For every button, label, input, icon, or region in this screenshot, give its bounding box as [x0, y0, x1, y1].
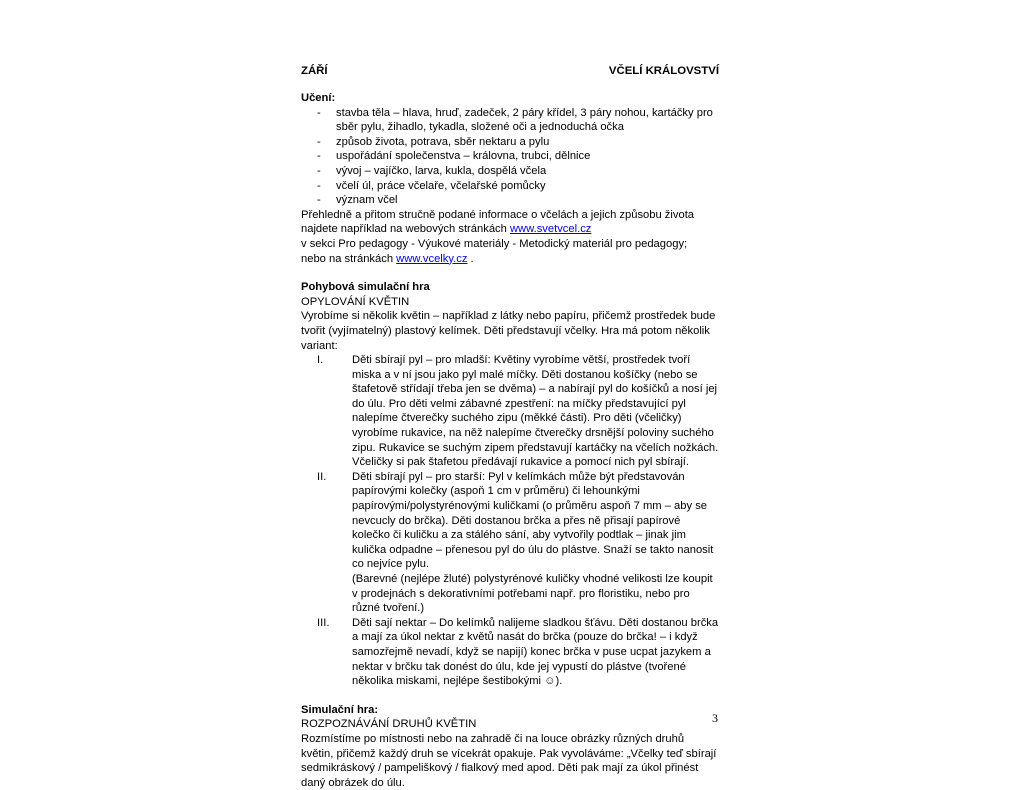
- game1-intro: Vyrobíme si několik květin – například z látky nebo papíru, přičemž prostředek bude tvořit (vyjímatelný) plastový kelímek. Děti představují včelky. Hra má potom několik variant:: [301, 310, 716, 352]
- page-header: [301, 64, 719, 79]
- vcelky-link[interactable]: www.vcelky.cz: [396, 252, 468, 265]
- game2-subtitle: ROZPOZNÁVÁNÍ DRUHŮ KVĚTIN: [301, 718, 477, 731]
- game1-variants: [301, 353, 719, 689]
- page-number: 3: [712, 711, 718, 725]
- info-section-line: v sekci Pro pedagogy - Výukové materiály - Metodický materiál pro pedagogy;: [301, 237, 688, 250]
- game2-heading: Simulační hra:: [301, 703, 379, 716]
- game2-text: Rozmístíme po místnosti nebo na zahradě či na louce obrázky různých druhů květin, přičemž každý druh se vícekrát opakuje. Pak vyvoláváme: „Včelky teď sbírají sedmikráskový / pampeliškový / fialkový med apod. Děti pak mají za úkol přinést daný obrázek do úlu.: [301, 732, 717, 789]
- topic-title: VČELÍ KRÁLOVSTVÍ: [608, 65, 719, 77]
- list-item: - způsob života, potrava, sběr nektaru a pylu: [317, 135, 550, 148]
- list-item: - význam včel: [317, 194, 398, 207]
- variant-item: III. Děti sají nektar – Do kelímků nalijeme sladkou šťávu. Děti dostanou brčka a mají za úkol nektar z květů nasát do brčka (pouze do brčka! – i když samozřejmě nevadí, když se napijí) konec brčka v puse ucpat jazykem a nektar v brčku tak donést do úlu, kde jej vypustí do plástve (tvořené několika miskami, nejlépe šestibokými ☺).: [317, 616, 719, 688]
- document-page: [301, 64, 719, 790]
- info-paragraph: Přehledně a přitom stručně podané informace o včelách a jejich způsobu života najdete například na webových stránkách www.svetvcel.cz: [301, 208, 695, 236]
- month-title: ZÁŘÍ: [301, 65, 328, 77]
- variant-note: (Barevné (nejlépe žluté) polystyrénové kuličky vhodné velikosti lze koupit v prodejnách s dekorativními potřebami např. pro floristiku, nebo pro různé tvoření.): [352, 573, 713, 615]
- learning-list: [301, 106, 719, 208]
- list-item: - uspořádání společenstva – královna, trubci, dělnice: [317, 150, 591, 163]
- game1-subtitle: OPYLOVÁNÍ KVĚTIN: [301, 295, 410, 308]
- info-alt-line: nebo na stránkách www.vcelky.cz .: [301, 252, 474, 265]
- variant-item: I. Děti sbírají pyl – pro mladší: Květiny vyrobíme větší, prostředek tvoří miska a v ní jsou jako pyl malé míčky. Děti dostanou košíčky (nebo se štafetově střídají třeba jen se dvěma) – a nabírají pyl do košíčků a nosí jej do úlu. Pro děti velmi zábavné zpestření: na míčky představující pyl nalepíme čtverečky suchého zipu (měkké části). Pro děti (včeličky) vyrobíme rukavice, na něž nalepíme čtverečky drsnější poloviny suchého zipu. Rukavice se suchým zipem představují kartáčky na včelích nožkách. Včeličky si pak štafetou předávají rukavice a pomocí nich pyl sbírají.: [317, 354, 719, 469]
- list-item: - stavba těla – hlava, hruď, zadeček, 2 páry křídel, 3 páry nohou, kartáčky pro sběr pylu, žihadlo, tykadla, složené oči a jednoduchá očka: [317, 106, 713, 134]
- variant-item: II. Děti sbírají pyl – pro starší: Pyl v kelímkách může být představován papírovými kolečky (aspoň 1 cm v průměru) či lehounkými papírovými/polystyrénovými kuličkami (o průměru aspoň 7 mm – aby se nevcucly do brčka). Děti dostanou brčka a přes ně přisají papírové kolečko či kuličku a za stálého sání, aby vytvořily podtlak – jinak jim kulička odpadne – přenesou pyl do úlu do plástve. Snaží se takto nanosit co nejvíce pylu. (Barevné (nejlépe žluté) polystyrénové kuličky vhodné velikosti lze koupit v prodejnách s dekorativními potřebami např. pro floristiku, nebo pro různé tvoření.): [301, 470, 719, 616]
- list-item: - vývoj – vajíčko, larva, kukla, dospělá včela: [317, 164, 547, 177]
- svetvcel-link[interactable]: www.svetvcel.cz: [509, 223, 592, 236]
- list-item: - včelí úl, práce včelaře, včelařské pomůcky: [317, 179, 546, 192]
- game1-heading: Pohybová simulační hra: [301, 281, 430, 294]
- learning-heading: Učení:: [301, 92, 336, 104]
